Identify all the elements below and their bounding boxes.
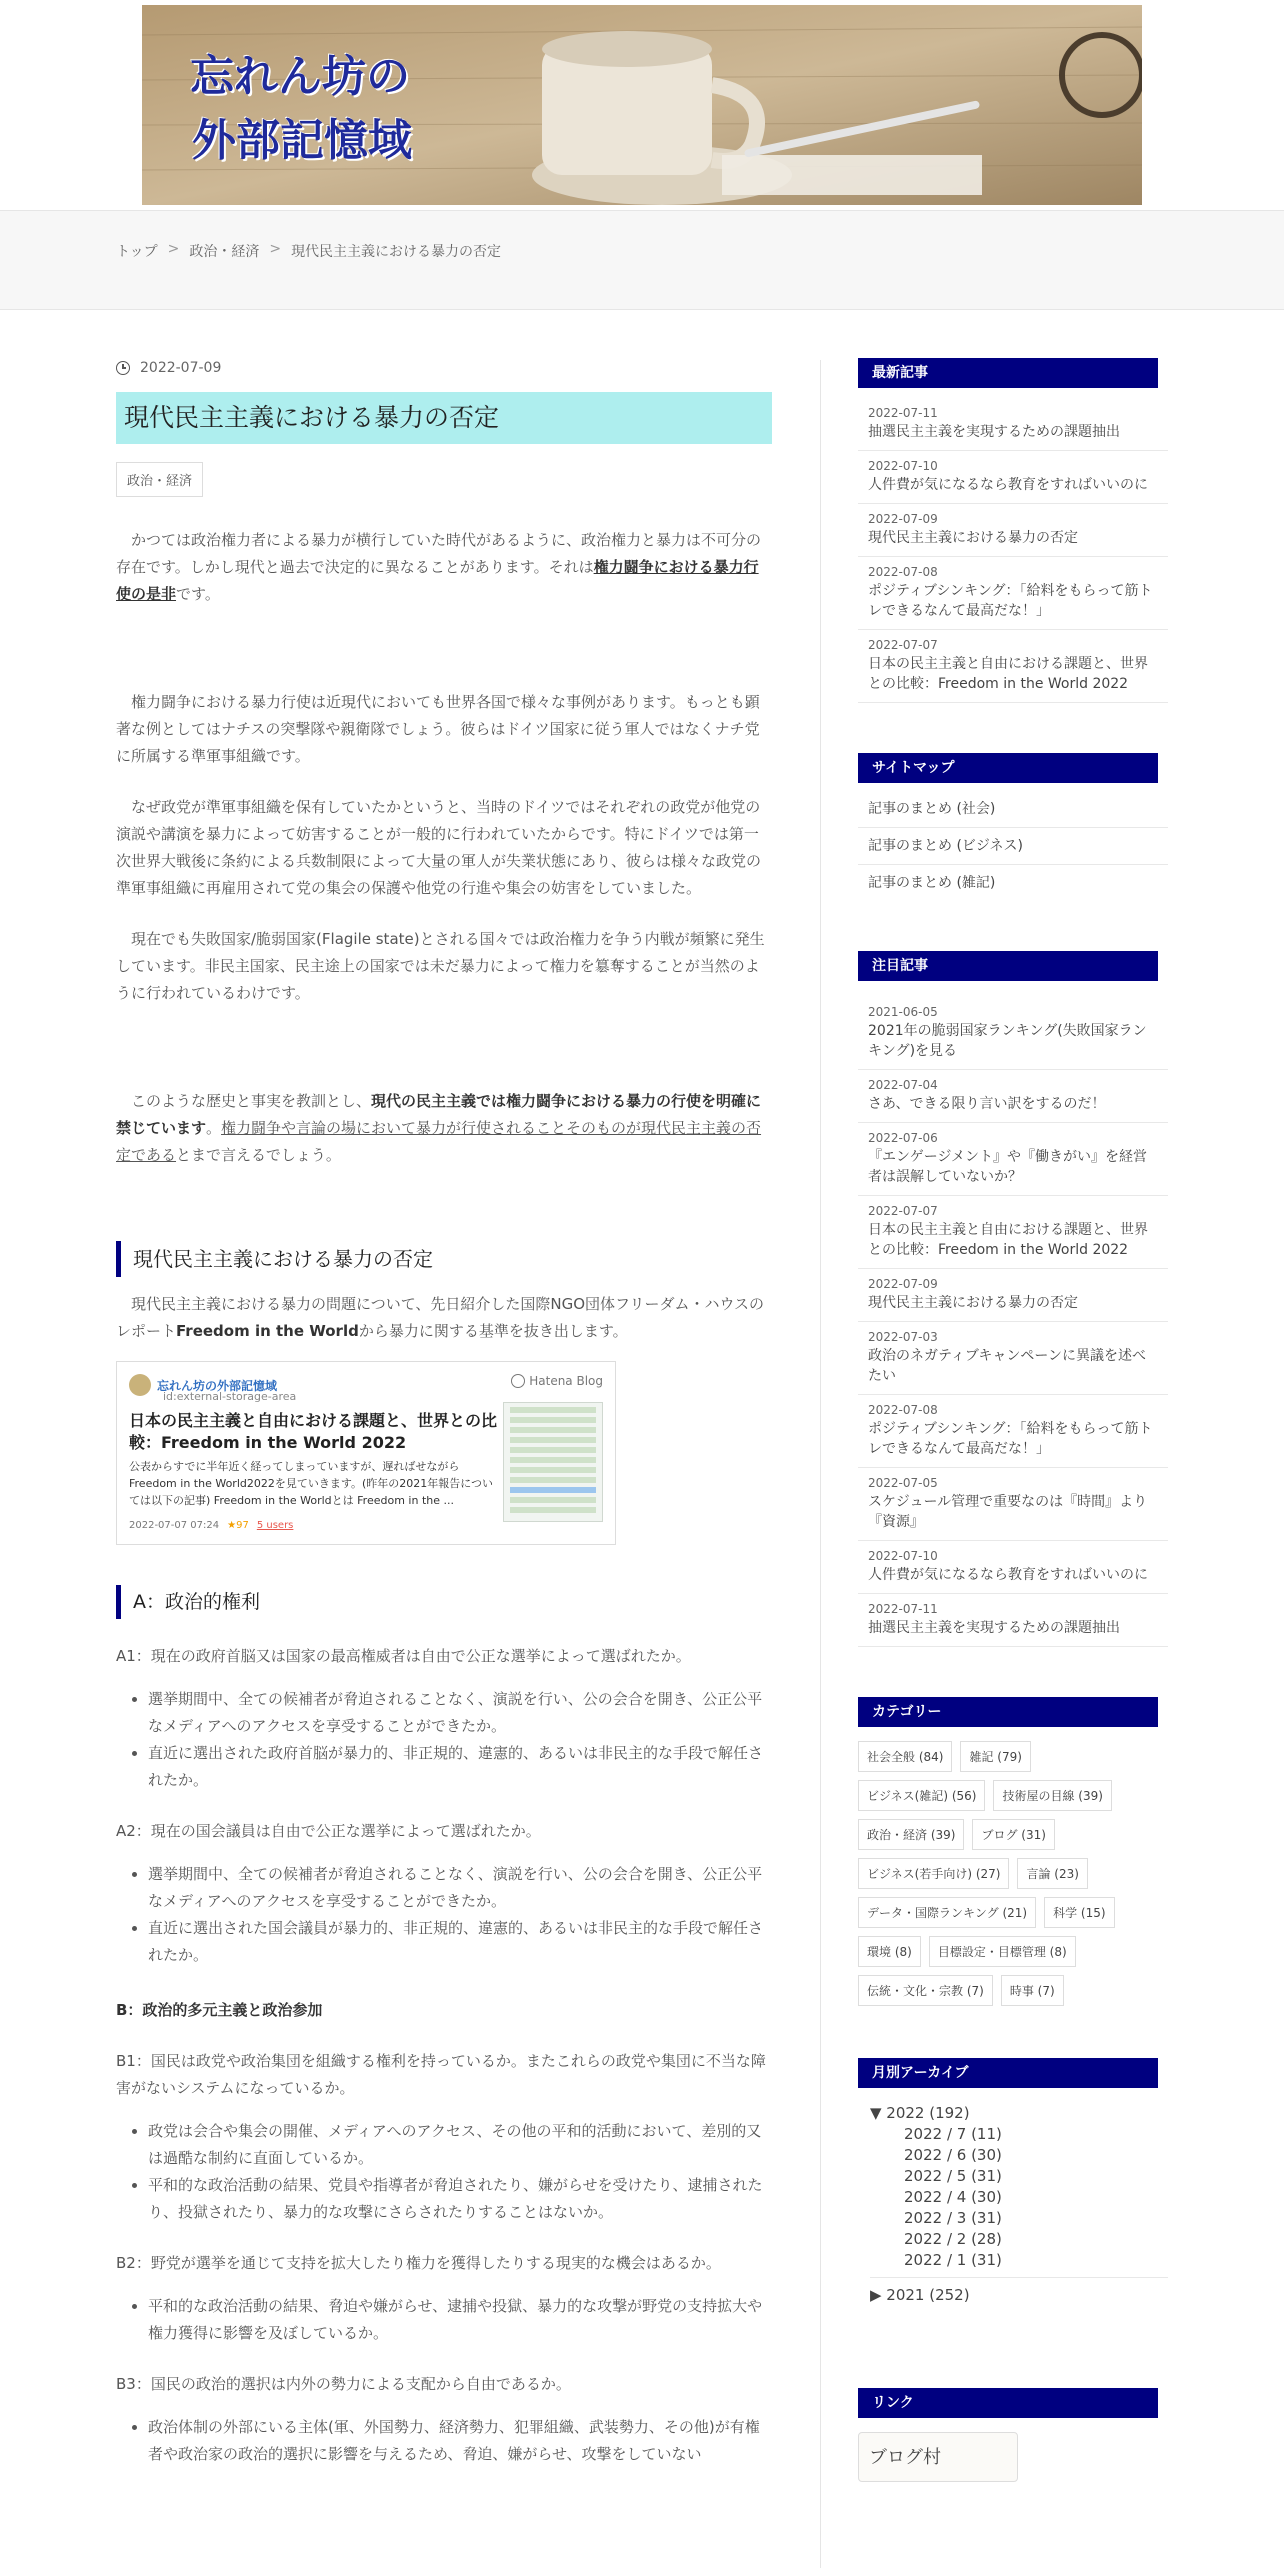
article-title[interactable]: 現代民主主義における暴力の否定: [116, 392, 772, 444]
sitemap-link-society[interactable]: 記事のまとめ (社会): [858, 791, 1168, 828]
list-item[interactable]: [858, 1594, 1168, 1647]
post-date: 2022-07-04: [868, 1078, 938, 1092]
archive-month[interactable]: 2022 / 3 (31): [904, 2209, 1002, 2227]
list-item[interactable]: [858, 1468, 1168, 1541]
list-item[interactable]: [858, 1196, 1168, 1269]
blog-logo: [190, 45, 412, 173]
breadcrumb-top[interactable]: トップ: [116, 244, 158, 260]
archive-months: [870, 2124, 1168, 2271]
list-item: • 政党は会合や集会の開催、メディアへのアクセス、その他の平和的活動において、差別的又は過酷な制約に直面しているか。: [148, 2118, 772, 2172]
question: A1：現在の政府首脳又は国家の最高権威者は自由で公正な選挙によって選ばれたか。: [116, 1647, 691, 1665]
p1-emphasis: 権力闘争における暴力行使の是非: [116, 558, 759, 603]
archive-month[interactable]: 2022 / 1 (31): [904, 2251, 1002, 2269]
question: B3：国民の政治的選択は内外の勢力による支配から自由であるか。: [116, 2375, 571, 2393]
header-banner[interactable]: [142, 5, 1142, 205]
category-tag[interactable]: ビジネス(若手向け) (27): [858, 1858, 1009, 1889]
list-item: • 直近に選出された国会議員が暴力的、非正規的、違憲的、あるいは非民主的な手段で解任されたか。: [148, 1915, 772, 1969]
category-heading: カテゴリー: [858, 1697, 1158, 1727]
post-title[interactable]: ポジティブシンキング：「給料をもらって筋トレできるなんて最高だな！」: [868, 583, 1153, 619]
list-item: • 政治体制の外部にいる主体(軍、外国勢力、経済勢力、犯罪組織、武装勢力、その他)が有権者や政治家の政治的選択に影響を与えるため、脅迫、嫌がらせ、攻撃をしていない: [148, 2414, 772, 2468]
post-date: 2021-06-05: [868, 1005, 938, 1019]
list-item: • 直近に選出された政府首脳が暴力的、非正規的、違憲的、あるいは非民主的な手段で解任されたか。: [148, 1740, 772, 1794]
p5-period: 。: [206, 1119, 222, 1137]
post-date: 2022-07-07: [868, 1204, 938, 1218]
list-item[interactable]: [858, 997, 1168, 1070]
blog-avatar-icon: [129, 1374, 151, 1396]
list-item: • 選挙期間中、全ての候補者が脅迫されることなく、演説を行い、公の会合を開き、公正公平なメディアへのアクセスを享受することができたか。: [148, 1686, 772, 1740]
post-title[interactable]: さあ、できる限り言い訳をするのだ！: [868, 1096, 1106, 1112]
post-date: 2022-07-10: [868, 459, 938, 473]
breadcrumb-band: [0, 210, 1284, 310]
post-date: 2022-07-09: [868, 512, 938, 526]
p6-text: 現代民主主義における暴力の問題について、先日紹介した国際NGO団体フリーダム・ハウスのレポート: [116, 1295, 765, 1340]
sitemap-list: [858, 791, 1168, 901]
popular-posts-heading: 注目記事: [858, 951, 1158, 981]
bullet-list: [116, 1861, 772, 1969]
post-title[interactable]: 抽選民主主義を実現するための課題抽出: [868, 424, 1120, 440]
card-site-name: 忘れん坊の外部記憶域: [157, 1378, 278, 1393]
card-user-id: id:external-storage-area: [163, 1390, 297, 1403]
popular-posts-list: [858, 997, 1168, 1647]
question: A2：現在の国会議員は自由で公正な選挙によって選ばれたか。: [116, 1822, 541, 1840]
post-title[interactable]: 現代民主主義における暴力の否定: [868, 530, 1078, 546]
paragraph: 現在でも失敗国家/脆弱国家(Flagile state)とされる国々では政治権力を争う内戦が頻繁に発生しています。非民主国家、民主途上の国家では未だ暴力によって権力を簒奪することが当然のように行われているわけです。: [116, 930, 765, 1002]
section-heading: 現代民主主義における暴力の否定: [116, 1241, 772, 1277]
p1-text-end: です。: [176, 585, 220, 603]
card-description: 公表からすでに半年近く経ってしまっていますが、遅ればせながらFreedom in the World2022を見ていきます。(昨年の2021年報告については以下の記事) Freedom in the Worldとは Freedom in the ...: [129, 1460, 494, 1507]
post-title[interactable]: 抽選民主主義を実現するための課題抽出: [868, 1620, 1120, 1636]
category-tags: [858, 1741, 1158, 2006]
category-tag[interactable]: ブログ (31): [972, 1819, 1054, 1850]
blog-logo-line2: 外部記憶域: [192, 115, 412, 166]
clock-icon: [116, 361, 130, 375]
bullet-list: [116, 2118, 772, 2226]
card-thumbnail: [503, 1402, 603, 1522]
archive-year-2022[interactable]: ▼ 2022 (192): [870, 2104, 970, 2122]
card-title[interactable]: 日本の民主主義と自由における課題と、世界との比較：Freedom in the World 2022: [129, 1411, 498, 1452]
post-date: 2022-07-07: [868, 638, 938, 652]
archive-heading: 月別アーカイブ: [858, 2058, 1158, 2088]
links-heading: リンク: [858, 2388, 1158, 2418]
p5-underline: 権力闘争や言論の場において暴力が行使されることそのものが現代民主主義の否定である: [116, 1119, 762, 1164]
post-title[interactable]: 日本の民主主義と自由における課題と、世界との比較：Freedom in the World 2022: [868, 1222, 1148, 1258]
post-date: 2022-07-08: [868, 565, 938, 579]
p6-text-end: から暴力に関する基準を抜き出します。: [358, 1322, 628, 1340]
list-item[interactable]: [858, 1395, 1168, 1468]
sidebar: [858, 358, 1168, 2482]
post-title[interactable]: スケジュール管理で重要なのは『時間』より『資源』: [868, 1494, 1148, 1530]
recent-posts-list: [858, 398, 1168, 703]
list-item[interactable]: [858, 504, 1168, 557]
post-title[interactable]: 現代民主主義における暴力の否定: [868, 1295, 1078, 1311]
card-date: 2022-07-07 07:24: [129, 1520, 220, 1531]
breadcrumb-current: 現代民主主義における暴力の否定: [291, 244, 502, 260]
list-item[interactable]: [858, 1070, 1168, 1123]
list-item[interactable]: [858, 557, 1168, 630]
category-tag[interactable]: 技術屋の目線 (39): [993, 1780, 1111, 1811]
archive-module: [858, 2058, 1168, 2306]
breadcrumb-category[interactable]: 政治・経済: [189, 244, 260, 260]
post-title[interactable]: ポジティブシンキング：「給料をもらって筋トレできるなんて最高だな！」: [868, 1421, 1153, 1457]
bullet-list: [116, 1686, 772, 1794]
sitemap-link-misc[interactable]: 記事のまとめ (雑記): [868, 875, 996, 891]
popular-posts-module: [858, 951, 1168, 1647]
bullet-list: [116, 2293, 772, 2347]
list-item: • 平和的な政治活動の結果、脅迫や嫌がらせ、逮捕や投獄、暴力的な攻撃が野党の支持拡大や権力獲得に影響を及ぼしているか。: [148, 2293, 772, 2347]
p5-text-end: とまで言えるでしょう。: [176, 1146, 341, 1164]
hatena-blog-icon: [511, 1374, 525, 1388]
breadcrumb-separator: >: [269, 241, 282, 257]
archive-year-2021[interactable]: ▶ 2021 (252): [870, 2286, 970, 2304]
blog-logo-line1: 忘れん坊の: [190, 51, 410, 102]
post-date: 2022-07-08: [868, 1403, 938, 1417]
sitemap-heading: サイトマップ: [858, 753, 1158, 783]
article-date: [116, 360, 772, 376]
recent-posts-heading: 最新記事: [858, 358, 1158, 388]
paragraph: [116, 1088, 772, 1169]
post-title[interactable]: 『エンゲージメント』や『働きがい』を経営者は誤解していないか？: [868, 1149, 1148, 1185]
category-tag[interactable]: 言論 (23): [1017, 1858, 1087, 1889]
post-date: 2022-07-03: [868, 1330, 938, 1344]
paragraph: [116, 1291, 772, 1345]
list-item[interactable]: [858, 1123, 1168, 1196]
category-tag[interactable]: 時事 (7): [1001, 1975, 1064, 2006]
question: B1：国民は政党や政治集団を組織する権利を持っているか。またこれらの政党や集団に不当な障害がないシステムになっているか。: [116, 2052, 766, 2097]
p6-bold: Freedom in the World: [176, 1322, 359, 1340]
post-date: 2022-07-11: [868, 1602, 938, 1616]
paragraph: [116, 527, 772, 608]
column-divider: [820, 360, 821, 2568]
links-module: [858, 2388, 1168, 2482]
archive-month[interactable]: 2022 / 2 (28): [904, 2230, 1002, 2248]
category-module: [858, 1697, 1168, 2006]
list-item[interactable]: [858, 1269, 1168, 1322]
blogmura-badge[interactable]: ブログ村: [858, 2432, 1018, 2482]
bullet-list: [116, 2414, 772, 2468]
list-item[interactable]: [858, 451, 1168, 504]
breadcrumb: [116, 241, 501, 261]
paragraph: なぜ政党が準軍事組織を保有していたかというと、当時のドイツではそれぞれの政党が他党の演説や講演を暴力によって妨害することが一般的に行われていたからです。特にドイツでは第一次世界大戦後に条約による兵数制限によって大量の軍人が失業状態にあり、彼らは様々な政党の準軍事組織に再雇用されて党の集会の保護や他党の行進や集会の妨害をしていました。: [116, 798, 762, 897]
article: [116, 360, 772, 2468]
card-stars: ★97: [227, 1520, 249, 1531]
category-tag[interactable]: 科学 (15): [1044, 1897, 1114, 1928]
list-item[interactable]: [858, 630, 1168, 703]
post-date: 2022-07-05: [868, 1476, 938, 1490]
article-category-tag[interactable]: 政治・経済: [116, 462, 203, 497]
category-tag[interactable]: 雑記 (79): [960, 1741, 1030, 1772]
category-tag[interactable]: 環境 (8): [858, 1936, 921, 1967]
list-item: • 平和的な政治活動の結果、党員や指導者が脅迫されたり、嫌がらせを受けたり、逮捕されたり、投獄されたり、暴力的な攻撃にさらされたりすることはないか。: [148, 2172, 772, 2226]
archive-month[interactable]: 2022 / 6 (30): [904, 2146, 1002, 2164]
category-tag[interactable]: 政治・経済 (39): [858, 1819, 964, 1850]
card-brand: [511, 1374, 603, 1388]
post-date: 2022-07-11: [868, 406, 938, 420]
post-title[interactable]: 政治のネガティブキャンペーンに異議を述べたい: [868, 1348, 1147, 1384]
paragraph: 権力闘争における暴力行使は近現代においても世界各国で様々な事例があります。もっとも顕著な例としてはナチスの突撃隊や親衛隊でしょう。彼らはドイツ国家に従う軍人ではなくナチ党に所属する準軍事組織です。: [116, 693, 760, 765]
post-date: 2022-07-09: [868, 1277, 938, 1291]
p5-text: このような歴史と事実を教訓とし、: [131, 1092, 372, 1110]
blog-card[interactable]: [116, 1361, 616, 1545]
card-meta: [129, 1520, 293, 1531]
post-date: 2022-07-06: [868, 1131, 938, 1145]
article-date-text: 2022-07-09: [140, 360, 222, 376]
category-tag[interactable]: ビジネス(雑記) (56): [858, 1780, 985, 1811]
archive-month[interactable]: 2022 / 5 (31): [904, 2167, 1002, 2185]
category-tag[interactable]: 伝統・文化・宗教 (7): [858, 1975, 993, 2006]
list-item[interactable]: [858, 1541, 1168, 1594]
p1-text: かつては政治権力者による暴力が横行していた時代があるように、政治権力と暴力は不可分の存在です。しかし現代と過去で決定的に異なることがあります。それは: [116, 531, 762, 576]
post-title[interactable]: 人件費が気になるなら教育をすればいいのに: [868, 1567, 1148, 1583]
recent-posts-module: [858, 358, 1168, 703]
sitemap-module: [858, 753, 1168, 901]
list-item[interactable]: [858, 398, 1168, 451]
post-date: 2022-07-10: [868, 1549, 938, 1563]
archive-divider: [870, 2277, 1168, 2278]
question: B2：野党が選挙を通じて支持を拡大したり権力を獲得したりする現実的な機会はあるか。: [116, 2254, 721, 2272]
category-tag[interactable]: 社会全般 (84): [858, 1741, 952, 1772]
subsection-heading: B：政治的多元主義と政治参加: [116, 2001, 323, 2019]
site-header: [0, 0, 1284, 210]
section-heading: A：政治的権利: [116, 1585, 772, 1619]
p5-bold: 現代の民主主義では権力闘争における暴力の行使を明確に禁じています: [116, 1092, 762, 1137]
post-title[interactable]: 日本の民主主義と自由における課題と、世界との比較：Freedom in the World 2022: [868, 656, 1148, 692]
post-title[interactable]: 人件費が気になるなら教育をすればいいのに: [868, 477, 1148, 493]
category-tag[interactable]: データ・国際ランキング (21): [858, 1897, 1036, 1928]
card-brand-name: Hatena Blog: [529, 1374, 603, 1388]
list-item[interactable]: [858, 1322, 1168, 1395]
archive-month[interactable]: 2022 / 7 (11): [904, 2125, 1002, 2143]
archive-month[interactable]: 2022 / 4 (30): [904, 2188, 1002, 2206]
card-bookmark-users[interactable]: 5 users: [256, 1520, 294, 1531]
sitemap-link-business[interactable]: 記事のまとめ (ビジネス): [858, 828, 1168, 865]
category-tag[interactable]: 目標設定・目標管理 (8): [929, 1936, 1076, 1967]
list-item: • 選挙期間中、全ての候補者が脅迫されることなく、演説を行い、公の会合を開き、公正公平なメディアへのアクセスを享受することができたか。: [148, 1861, 772, 1915]
post-title[interactable]: 2021年の脆弱国家ランキング(失敗国家ランキング)を見る: [868, 1023, 1147, 1059]
breadcrumb-separator: >: [167, 241, 180, 257]
archive-list: [858, 2102, 1168, 2306]
